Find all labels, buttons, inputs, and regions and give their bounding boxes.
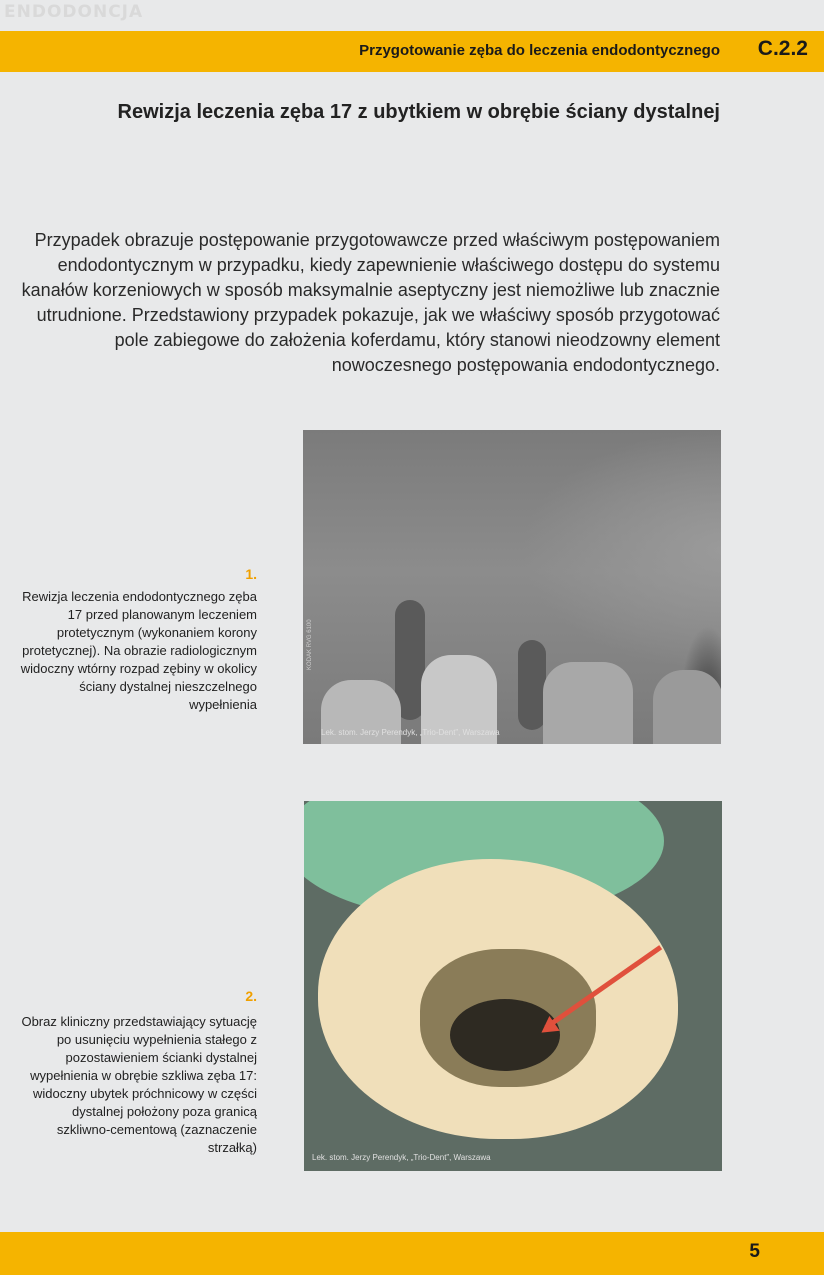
page-number: 5 (749, 1241, 760, 1262)
figure-1-credit: Lek. stom. Jerzy Perendyk, „Trio-Dent”, Warszawa (321, 728, 500, 737)
figure-2-credit: Lek. stom. Jerzy Perendyk, „Trio-Dent”, Warszawa (312, 1153, 491, 1162)
footer-bar (0, 1232, 824, 1275)
figure-2-caption: Obraz kliniczny przedstawiający sytuację po usunięciu wypełnienia stałego z pozostawieniem ścianki dystalnej wypełnienia w obrębie szkliwa zęba 17: widoczny ubytek próchnicowy w części dystalnej położony poza granicą szkliwno-cementową (zaznaczenie strzałką) (21, 1014, 257, 1155)
page-title: Rewizja leczenia zęba 17 z ubytkiem w obrębie ściany dystalnej (117, 101, 720, 123)
section-code: C.2.2 (757, 37, 808, 60)
figure-1-number: 1. (245, 566, 257, 582)
figure-1-caption: Rewizja leczenia endodontycznego zęba 17 przed planowanym leczeniem protetycznym (wykonaniem korony protetycznej). Na obrazie radiologicznym widoczny wtórny rozpad zębiny w okolicy ściany dystalnej nieszczelnego wypełnienia (20, 589, 257, 712)
xray-device-label: KODAK RVG 6100 (307, 619, 313, 670)
xray-image (303, 430, 721, 744)
clinical-photo (304, 801, 722, 1171)
header-title: Przygotowanie zęba do leczenia endodontycznego (359, 42, 720, 59)
header-bar (0, 31, 824, 72)
intro-paragraph: Przypadek obrazuje postępowanie przygotowawcze przed właściwym postępowaniem endodontycznym w przypadku, kiedy zapewnienie właściwego dostępu do systemu kanałów korzeniowych w sposób maksymalnie aseptyczny jest niemożliwe lub znacznie utrudnione. Przedstawiony przypadek pokazuje, jak we właściwy sposób przygotować pole zabiegowe do założenia koferdamu, który stanowi nieodzowny element nowoczesnego postępowania endodontycznego. (21, 230, 720, 375)
figure-2-number: 2. (245, 988, 257, 1004)
section-label: ENDODONCJA (4, 2, 144, 22)
